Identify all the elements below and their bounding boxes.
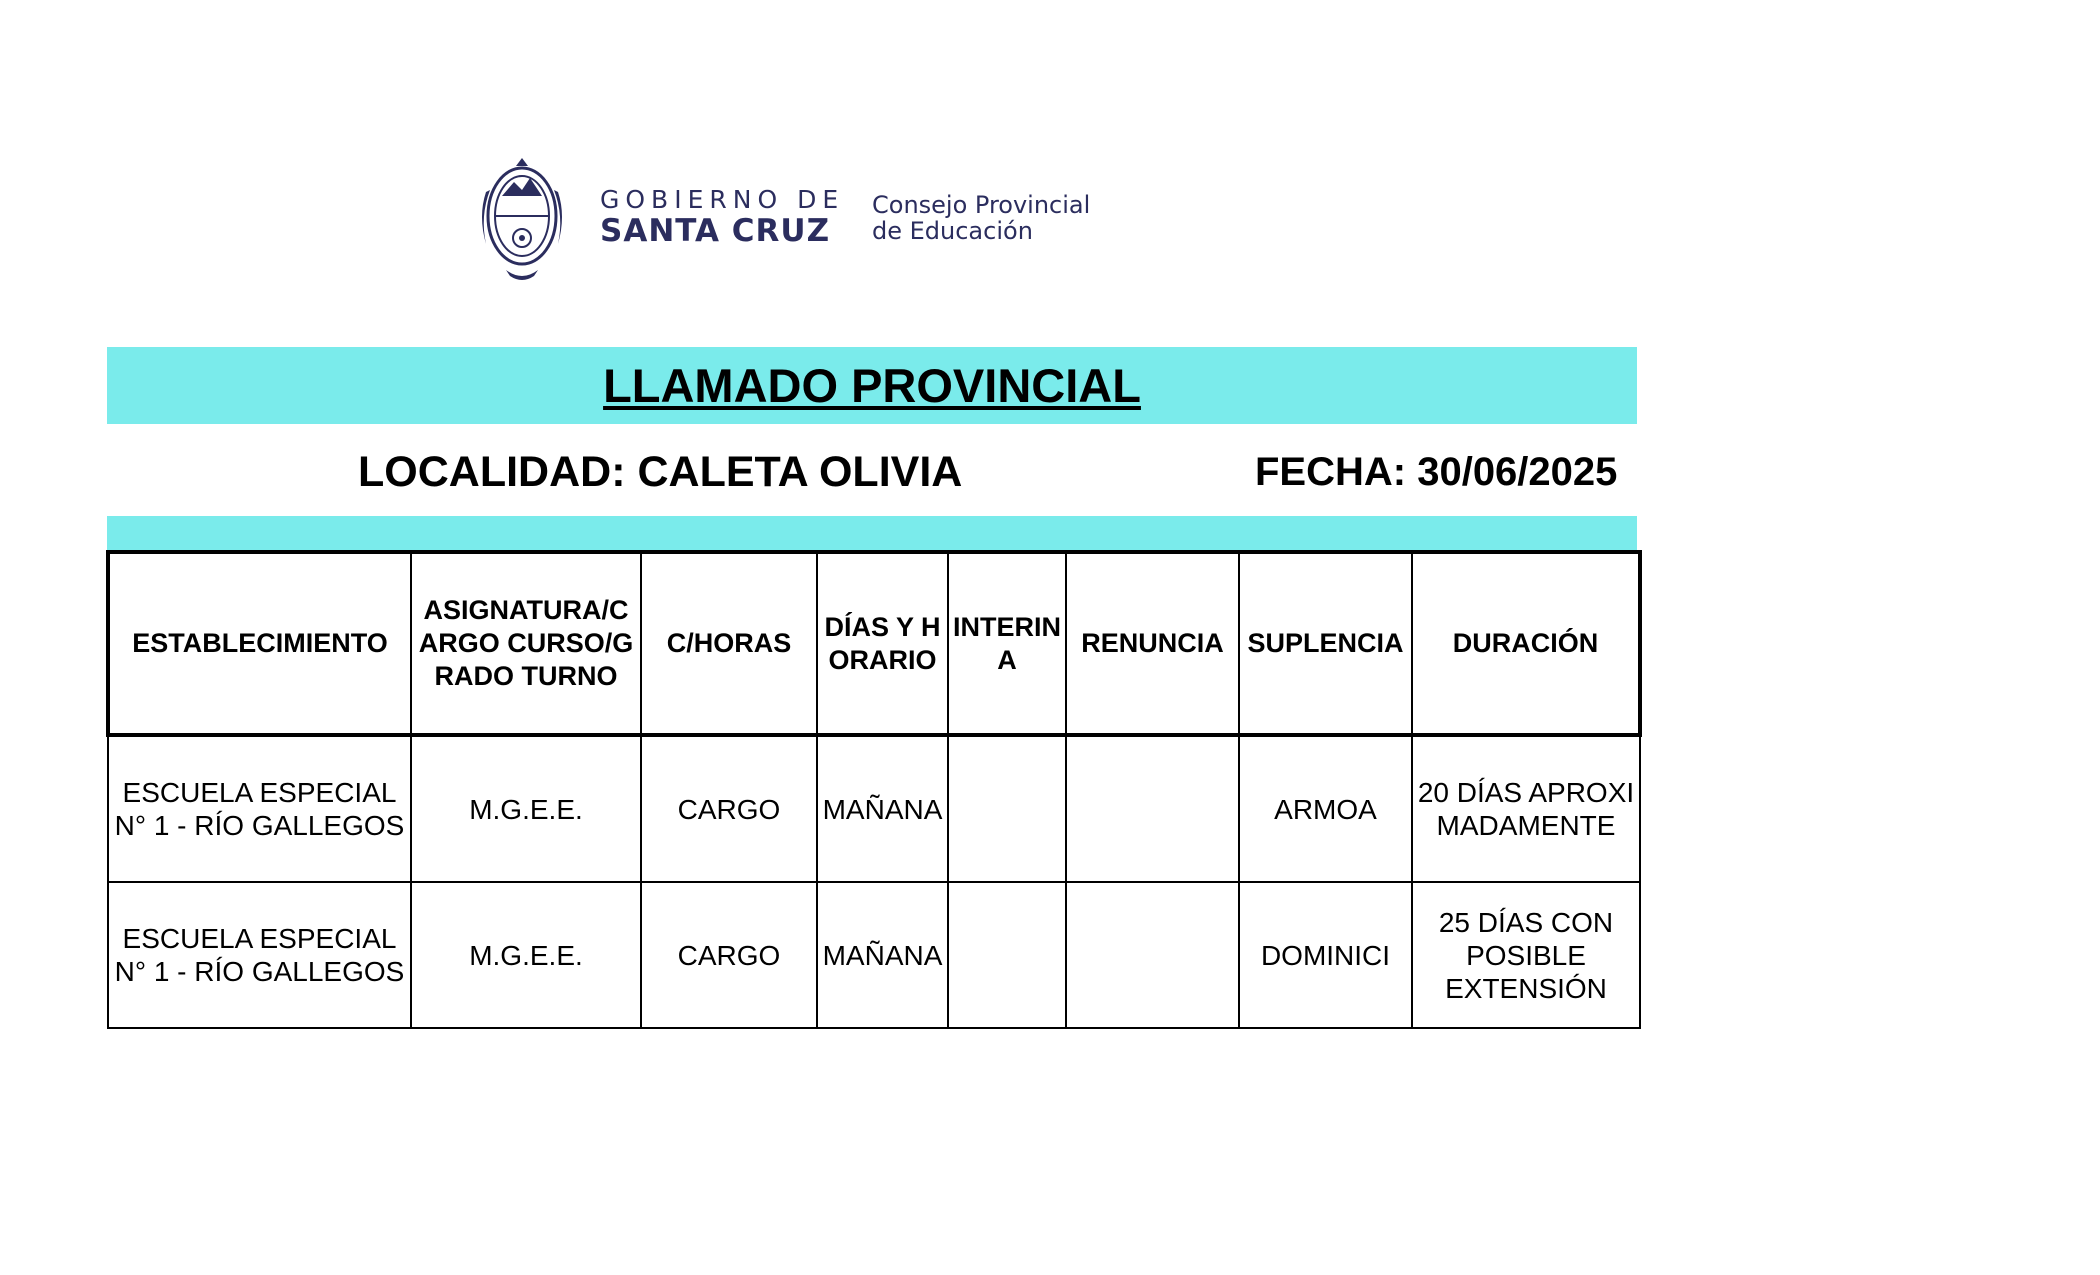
column-header: DURACIÓN (1412, 552, 1640, 735)
council-logo-text (872, 192, 1090, 244)
table-cell: M.G.E.E. (411, 735, 641, 882)
column-header: RENUNCIA (1066, 552, 1239, 735)
separator-band (107, 516, 1637, 550)
gov-line-2: SANTA CRUZ (600, 213, 831, 249)
column-header: C/HORAS (641, 552, 817, 735)
table-cell (948, 882, 1066, 1028)
localidad-label: LOCALIDAD: CALETA OLIVIA (358, 448, 963, 496)
table-cell (1066, 882, 1239, 1028)
header-logos (472, 152, 1152, 284)
table-cell: 25 DÍAS CON POSIBLE EXTENSIÓN (1412, 882, 1640, 1028)
table-cell (1066, 735, 1239, 882)
table-cell: ARMOA (1239, 735, 1412, 882)
gov-line-1: GOBIERNO DE (600, 185, 845, 214)
table-cell: CARGO (641, 882, 817, 1028)
table-cell: 20 DÍAS APROXIMADAMENTE (1412, 735, 1640, 882)
table-cell: ESCUELA ESPECIAL N° 1 - RÍO GALLEGOS (108, 882, 411, 1028)
council-line-2: de Educación (872, 217, 1033, 245)
table-row (108, 882, 1640, 1028)
table-cell: MAÑANA (817, 735, 948, 882)
column-header: SUPLENCIA (1239, 552, 1412, 735)
fecha-label: FECHA: 30/06/2025 (1255, 450, 1618, 494)
table-cell: M.G.E.E. (411, 882, 641, 1028)
santa-cruz-seal-icon (472, 152, 572, 284)
page-title: LLAMADO PROVINCIAL (603, 359, 1141, 412)
government-logo-text (600, 186, 844, 248)
column-header: ASIGNATURA/CARGO CURSO/GRADO TURNO (411, 552, 641, 735)
table-cell: CARGO (641, 735, 817, 882)
calls-table (106, 550, 1642, 1029)
council-line-1: Consejo Provincial (872, 191, 1091, 219)
column-header: ESTABLECIMIENTO (108, 552, 411, 735)
table-cell: ESCUELA ESPECIAL N° 1 - RÍO GALLEGOS (108, 735, 411, 882)
table-cell: DOMINICI (1239, 882, 1412, 1028)
column-header: DÍAS Y HORARIO (817, 552, 948, 735)
table-row (108, 735, 1640, 882)
table-cell: MAÑANA (817, 882, 948, 1028)
table-header-row (108, 552, 1640, 735)
column-header: INTERINA (948, 552, 1066, 735)
table-cell (948, 735, 1066, 882)
title-band (107, 347, 1637, 424)
